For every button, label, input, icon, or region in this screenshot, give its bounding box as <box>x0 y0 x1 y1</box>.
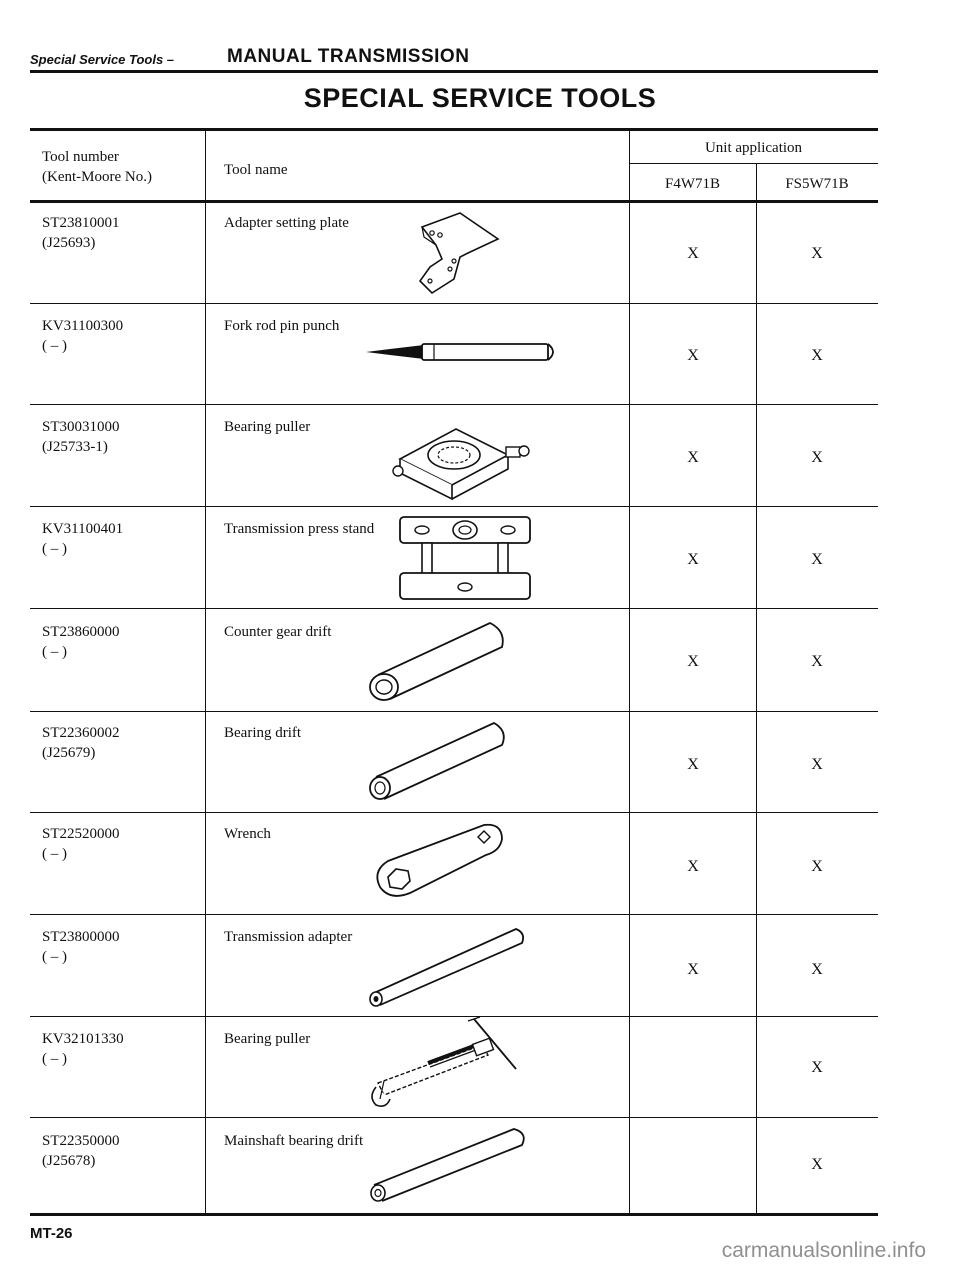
row-divider <box>30 812 878 813</box>
kent-moore-number: ( – ) <box>42 1051 67 1067</box>
tool-name: Mainshaft bearing drift <box>224 1133 364 1149</box>
fs5w71b-mark: X <box>811 449 823 466</box>
header-unit-application: Unit application <box>704 140 803 156</box>
header-tool-number: Tool number (Kent-Moore No.) <box>42 149 152 185</box>
tool-number: ST30031000 <box>42 419 120 435</box>
page-header <box>30 44 878 73</box>
fs5w71b-mark: X <box>811 551 823 568</box>
f4w71b-mark: X <box>687 449 699 466</box>
tool-number: ST22520000 <box>42 826 120 842</box>
fs5w71b-mark: X <box>811 961 823 978</box>
transmission-adapter-icon <box>364 921 534 1011</box>
tool-number: KV31100401 <box>42 521 124 537</box>
header-bottom-rule <box>30 200 878 203</box>
tool-number: ST23800000 <box>42 929 120 945</box>
column-divider <box>629 131 630 1213</box>
tool-name: Adapter setting plate <box>224 215 349 231</box>
kent-moore-number: ( – ) <box>42 644 67 660</box>
header-divider <box>629 163 878 164</box>
tool-name: Transmission press stand <box>224 521 375 537</box>
f4w71b-mark: X <box>687 551 699 568</box>
fs5w71b-mark: X <box>811 1156 823 1173</box>
row-divider <box>30 711 878 712</box>
f4w71b-mark: X <box>687 653 699 670</box>
press-stand-icon <box>392 511 542 603</box>
tool-name: Wrench <box>224 826 271 842</box>
row-divider <box>30 404 878 405</box>
row-divider <box>30 608 878 609</box>
screw-puller-icon <box>364 1015 534 1111</box>
bearing-drift-icon <box>364 715 514 807</box>
f4w71b-mark: X <box>687 245 699 262</box>
f4w71b-mark: X <box>687 858 699 875</box>
kent-moore-number: (J25733-1) <box>42 439 108 455</box>
f4w71b-mark: X <box>687 756 699 773</box>
kent-moore-number: (J25679) <box>42 745 96 761</box>
fs5w71b-mark: X <box>811 756 823 773</box>
row-divider <box>30 506 878 507</box>
row-divider <box>30 1117 878 1118</box>
watermark: carmanualsonline.info <box>721 1239 926 1262</box>
row-divider <box>30 303 878 304</box>
header-fs5w71b: FS5W71B <box>785 176 849 192</box>
adapter-plate-icon <box>410 209 510 299</box>
tools-table <box>30 128 878 1216</box>
kent-moore-number: ( – ) <box>42 949 67 965</box>
page-number: MT-26 <box>30 1225 73 1242</box>
tool-number: KV32101330 <box>42 1031 124 1047</box>
fs5w71b-mark: X <box>811 347 823 364</box>
kent-moore-number: (J25693) <box>42 235 96 251</box>
fs5w71b-mark: X <box>811 858 823 875</box>
row-divider <box>30 914 878 915</box>
tool-name: Bearing drift <box>224 725 302 741</box>
tool-name: Bearing puller <box>224 1031 311 1047</box>
kent-moore-number: ( – ) <box>42 338 67 354</box>
kent-moore-number: ( – ) <box>42 846 67 862</box>
pin-punch-icon <box>364 337 564 367</box>
fs5w71b-mark: X <box>811 1059 823 1076</box>
gear-drift-icon <box>362 615 512 707</box>
kent-moore-number: (J25678) <box>42 1153 96 1169</box>
f4w71b-mark: X <box>687 961 699 978</box>
wrench-icon <box>366 817 516 909</box>
section-label: Special Service Tools – <box>30 52 175 67</box>
section-title: MANUAL TRANSMISSION <box>227 46 470 67</box>
bearing-puller-icon <box>390 411 540 501</box>
tool-number: ST22360002 <box>42 725 120 741</box>
tool-name: Transmission adapter <box>224 929 353 945</box>
tool-name: Bearing puller <box>224 419 311 435</box>
tool-number: ST23810001 <box>42 215 120 231</box>
tool-number: KV31100300 <box>42 318 124 334</box>
kent-moore-number: ( – ) <box>42 541 67 557</box>
header-f4w71b: F4W71B <box>664 176 720 192</box>
header-tool-name: Tool name <box>224 162 288 178</box>
column-divider <box>756 163 757 1213</box>
page-title: SPECIAL SERVICE TOOLS <box>303 83 657 113</box>
tool-name: Fork rod pin punch <box>224 318 340 334</box>
tool-number: ST22350000 <box>42 1133 120 1149</box>
f4w71b-mark: X <box>687 347 699 364</box>
fs5w71b-mark: X <box>811 653 823 670</box>
tool-name: Counter gear drift <box>224 624 332 640</box>
fs5w71b-mark: X <box>811 245 823 262</box>
column-divider <box>205 131 206 1213</box>
tool-number: ST23860000 <box>42 624 120 640</box>
mainshaft-drift-icon <box>364 1123 534 1207</box>
